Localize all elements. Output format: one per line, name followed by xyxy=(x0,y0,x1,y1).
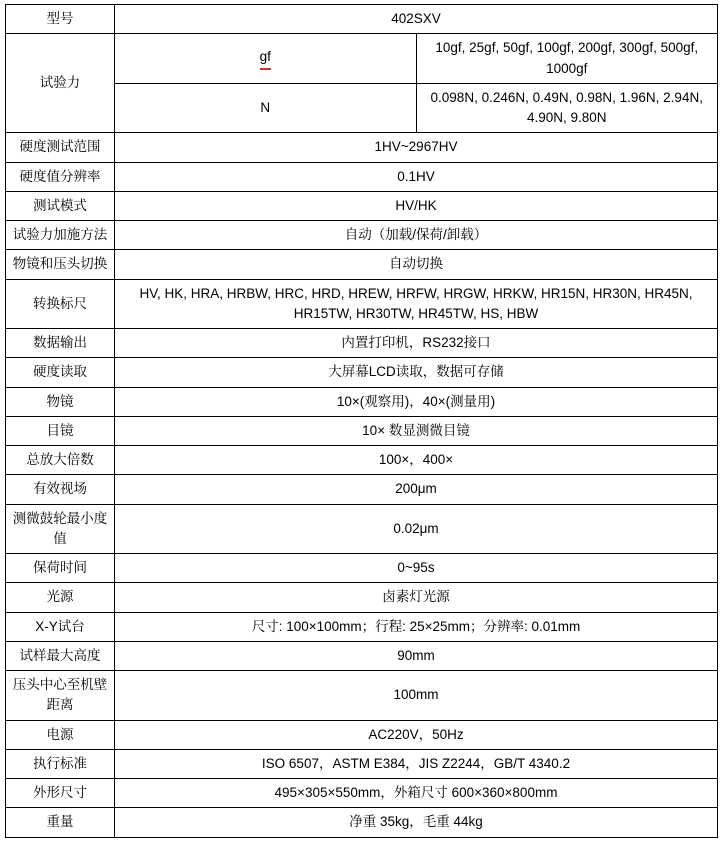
specification-table xyxy=(5,4,718,838)
row-label: 重量 xyxy=(6,808,115,837)
row-value: 495×305×550mm，外箱尺寸 600×360×800mm xyxy=(115,779,718,808)
row-label: 物镜 xyxy=(6,387,115,416)
row-label: 硬度读取 xyxy=(6,358,115,387)
row-label: 转换标尺 xyxy=(6,279,115,329)
row-label: 光源 xyxy=(6,583,115,612)
row-sublabel-newton: N xyxy=(115,83,417,133)
row-value: 净重 35kg，毛重 44kg xyxy=(115,808,718,837)
row-value: 1HV~2967HV xyxy=(115,133,718,162)
row-value: 自动（加载/保荷/卸载） xyxy=(115,221,718,250)
row-value: 0.02μm xyxy=(115,504,718,554)
row-value: 90mm xyxy=(115,641,718,670)
table-row xyxy=(6,612,718,641)
table-row xyxy=(6,34,718,84)
table-row xyxy=(6,779,718,808)
row-label: 试验力加施方法 xyxy=(6,221,115,250)
row-value: 自动切换 xyxy=(115,250,718,279)
table-row xyxy=(6,358,718,387)
row-label-test-force: 试验力 xyxy=(6,34,115,133)
row-label: 试样最大高度 xyxy=(6,641,115,670)
row-value: 内置打印机，RS232接口 xyxy=(115,329,718,358)
row-value: HV, HK, HRA, HRBW, HRC, HRD, HREW, HRFW, HRGW, HRKW, HR15N, HR30N, HR45N, HR15TW, HR30TW, HR45TW, HS, HBW xyxy=(115,279,718,329)
row-label: 有效视场 xyxy=(6,475,115,504)
row-value-newton: 0.098N, 0.246N, 0.49N, 0.98N, 1.96N, 2.94N, 4.90N, 9.80N xyxy=(416,83,718,133)
row-label: 测试模式 xyxy=(6,191,115,220)
table-row xyxy=(6,583,718,612)
row-label: 数据输出 xyxy=(6,329,115,358)
row-label: 保荷时间 xyxy=(6,554,115,583)
row-value: 尺寸: 100×100mm；行程: 25×25mm；分辨率: 0.01mm xyxy=(115,612,718,641)
table-row xyxy=(6,5,718,34)
row-value: 100mm xyxy=(115,671,718,721)
row-label: 目镜 xyxy=(6,416,115,445)
table-row xyxy=(6,720,718,749)
row-label: 电源 xyxy=(6,720,115,749)
row-sublabel-gf xyxy=(115,34,417,84)
table-row xyxy=(6,221,718,250)
row-value: 200μm xyxy=(115,475,718,504)
table-row xyxy=(6,329,718,358)
row-value: AC220V，50Hz xyxy=(115,720,718,749)
row-value: 0.1HV xyxy=(115,162,718,191)
table-row xyxy=(6,808,718,837)
row-sublabel-gf-text: gf xyxy=(260,47,271,70)
row-label: 硬度测试范围 xyxy=(6,133,115,162)
row-label: 总放大倍数 xyxy=(6,446,115,475)
table-row xyxy=(6,504,718,554)
row-label: 执行标准 xyxy=(6,749,115,778)
table-row xyxy=(6,162,718,191)
table-row xyxy=(6,446,718,475)
table-row xyxy=(6,641,718,670)
table-row xyxy=(6,416,718,445)
row-value: 0~95s xyxy=(115,554,718,583)
row-label: 压头中心至机壁距离 xyxy=(6,671,115,721)
row-value: 卤素灯光源 xyxy=(115,583,718,612)
row-value: 10×(观察用)，40×(测量用) xyxy=(115,387,718,416)
row-value: 100×，400× xyxy=(115,446,718,475)
row-label: 型号 xyxy=(6,5,115,34)
table-row xyxy=(6,554,718,583)
table-row xyxy=(6,387,718,416)
table-row xyxy=(6,133,718,162)
row-label: 物镜和压头切换 xyxy=(6,250,115,279)
row-value: 402SXV xyxy=(115,5,718,34)
row-label: X-Y试台 xyxy=(6,612,115,641)
row-value: 10× 数显测微目镜 xyxy=(115,416,718,445)
row-label: 外形尺寸 xyxy=(6,779,115,808)
row-value: HV/HK xyxy=(115,191,718,220)
table-row xyxy=(6,475,718,504)
row-label: 硬度值分辨率 xyxy=(6,162,115,191)
row-label: 测微鼓轮最小度值 xyxy=(6,504,115,554)
table-row xyxy=(6,279,718,329)
table-row xyxy=(6,749,718,778)
table-row xyxy=(6,191,718,220)
row-value-gf: 10gf, 25gf, 50gf, 100gf, 200gf, 300gf, 500gf, 1000gf xyxy=(416,34,718,84)
row-value: 大屏幕LCD读取，数据可存储 xyxy=(115,358,718,387)
table-row xyxy=(6,671,718,721)
table-row xyxy=(6,250,718,279)
row-value: ISO 6507，ASTM E384，JIS Z2244，GB/T 4340.2 xyxy=(115,749,718,778)
specification-table-body xyxy=(6,5,718,838)
